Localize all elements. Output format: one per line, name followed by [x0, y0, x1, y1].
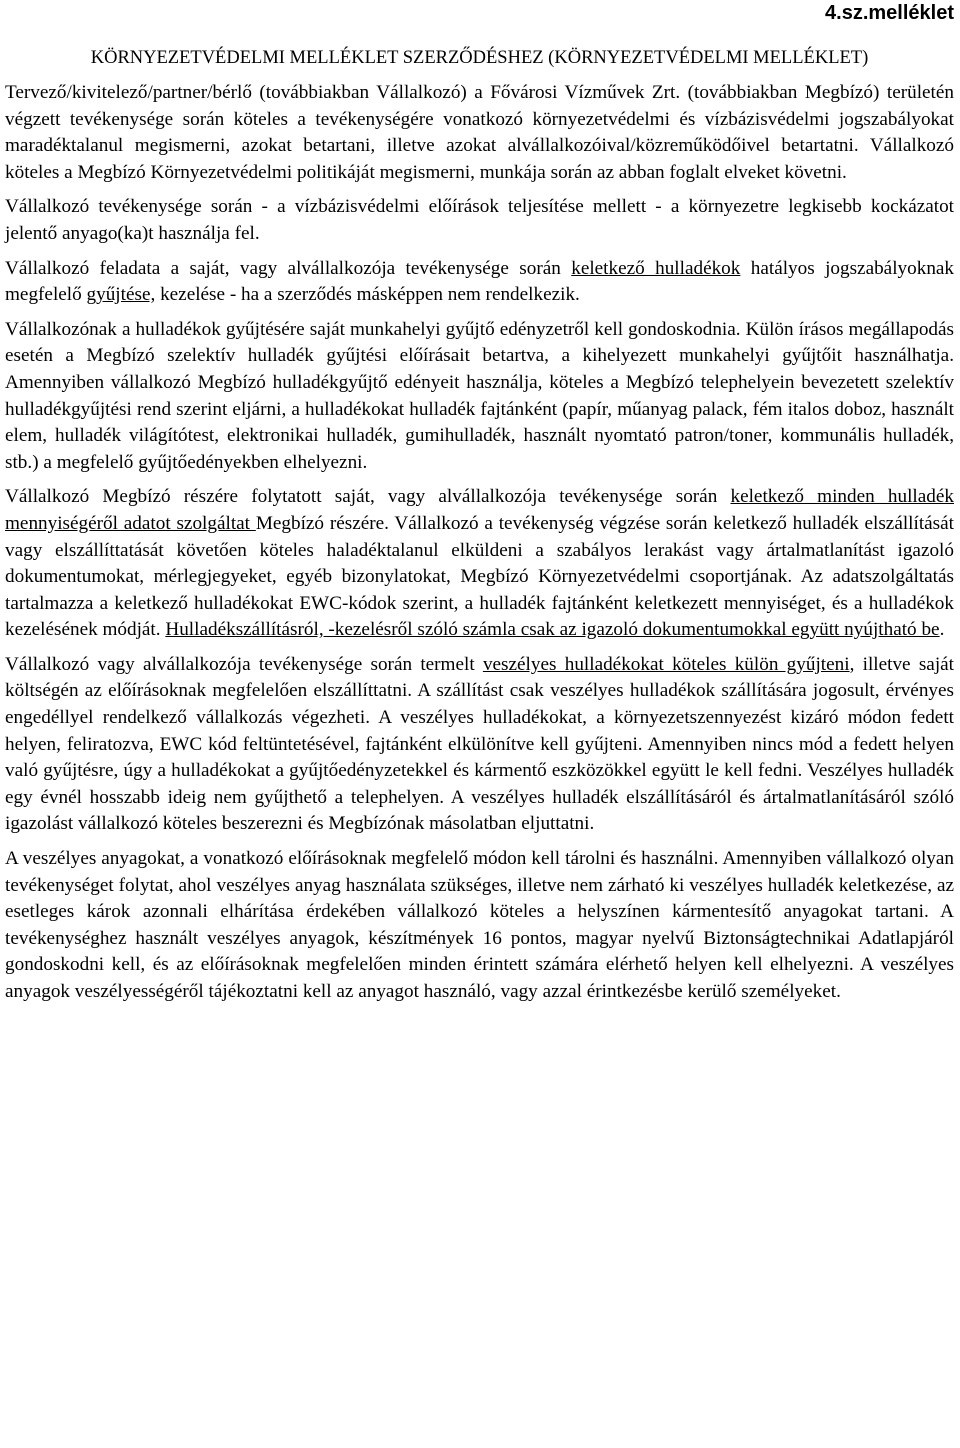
underlined-text: Hulladékszállításról, -kezelésről szóló számla csak az igazoló dokumentumokkal együtt nyújtható be [165, 619, 940, 641]
paragraph-text: Vállalkozó Megbízó részére folytatott saját, vagy alvállalkozója tevékenysége során [5, 486, 731, 508]
paragraph-text: Vállalkozó feladata a saját, vagy alvállalkozója tevékenysége során [5, 257, 572, 279]
paragraph-text: Tervező/kivitelező/partner/bérlő (továbbiakban Vállalkozó) a Fővárosi Vízművek Zrt. (továbbiakban Megbízó) területén végzett tevékenysége során köteles a tevékenységére vonatkozó környezetvédelmi és vízbázisvédelmi jogszabályokat maradéktalanul megismerni, azokat betartani, illetve azokat alvállalkozóival/közreműködőivel betartatni. Vállalkozó köteles a Megbízó Környezetvédelmi politikáját megismerni, munkája során az abban foglalt elveket követni. [5, 82, 954, 183]
paragraph-2 [5, 194, 954, 247]
underlined-text: keletkező minden hulladék mennyiségéről adatot szolgáltat [5, 486, 954, 534]
paragraph-text: kezelése - ha a szerződés másképpen nem rendelkezik. [155, 284, 580, 306]
paragraph-text: hatályos jogszabályoknak megfelelő [5, 257, 955, 306]
document-heading: KÖRNYEZETVÉDELMI MELLÉKLET SZERZŐDÉSHEZ (KÖRNYEZETVÉDELMI MELLÉKLET) [90, 48, 869, 68]
underlined-text: gyűjtése, [86, 284, 156, 306]
paragraph-text: Vállalkozó vagy alvállalkozója tevékenysége során termelt [5, 653, 483, 675]
paragraph-text: Vállalkozónak a hulladékok gyűjtésére saját munkahelyi gyűjtő edényzetről kell gondoskodnia. Külön írásos megállapodás esetén a Megbízó szelektív hulladék gyűjtési előírásait betartva, a kihelyezett munkahelyi gyűjtőit használhatja. Amennyiben vállalkozó Megbízó hulladékgyűjtő edényeit használja, köteles a Megbízó telephelyein bevezetett szelektív hulladékgyűjtési rend szerint eljárni, a hulladékokat hulladék fajtánként (papír, műanyag palack, fém italos doboz, használt elem, hulladék világítótest, elektronikai hulladék, gumihulladék, használt nyomtató patron/toner, kommunális hulladék, stb.) a megfelelő gyűjtőedényekben elhelyezni. [5, 318, 954, 473]
paragraph-1 [5, 80, 954, 186]
paragraph-text: A veszélyes anyagokat, a vonatkozó előírásoknak megfelelő módon kell tárolni és használni. Amennyiben vállalkozó olyan tevékenységet folytat, ahol veszélyes anyag használata szükséges, illetve nem zárható ki veszélyes hulladék keletkezése, az esetleges károk azonnali elhárítása érdekében vállalkozó köteles a helyszínen kármentesítő anyagokat tartani. A tevékenységhez használt veszélyes anyagok, készítmények 16 pontos, magyar nyelvű Biztonságtechnikai Adatlapjáról gondoskodni kell, és az előírásoknak megfelelően minden érintett számára elérhető helyen kell elhelyezni. A veszélyes anyagok veszélyességéről tájékoztatni kell az anyagot használó, vagy azzal érintkezésbe kerülő személyeket. [5, 848, 954, 1002]
paragraph-text: . [939, 619, 945, 641]
document-body [5, 80, 954, 1006]
paragraph-text: Megbízó részére. Vállalkozó a tevékenység végzése során keletkező hulladék elszállítását vagy elszállíttatását követően köteles haladéktalanul elküldeni a szabályos lerakást vagy ártalmatlanítást igazoló dokumentumokat, mérlegjegyeket, egyéb bizonylatokat, Megbízó Környezetvédelmi csoportjának. Az adatszolgáltatás tartalmazza a keletkező hulladékokat EWC-kódok szerint, a hulladék fajtánként keletkezett mennyiséget, és a hulladékok kezelésének módját. [5, 512, 954, 641]
annex-label: 4.sz.melléklet [825, 2, 954, 24]
paragraph-text: , illetve saját költségén az előírásoknak megfelelően elszállíttatni. A szállítást csak veszélyes hulladékok szállítására jogosult, érvényes engedéllyel rendelkező vállalkozás végezheti. A veszélyes hulladékokat, a környezetszennyezést kizáró módon fedett helyen, feliratozva, EWC kód feltüntetésével, fajtánként elkülönítve kell gyűjteni. Amennyiben nincs mód a fedett helyen való gyűjtésre, úgy a hulladékokat a gyűjtőedényzetekkel és kármentő eszközökkel együtt le kell fedni. Veszélyes hulladék egy évnél hosszabb ideig nem gyűjthető a telephelyen. A veszélyes hulladék elszállításáról és ártalmatlanításáról szóló igazolást vállalkozó köteles beszerezni és Megbízónak másolatban eljuttatni. [5, 653, 954, 835]
paragraph-7 [5, 846, 954, 1006]
paragraph-3 [5, 256, 954, 309]
paragraph-text: Vállalkozó tevékenysége során - a vízbázisvédelmi előírások teljesítése mellett - a környezetre legkisebb kockázatot jelentő anyago(ka)t használja fel. [5, 196, 954, 244]
paragraph-5 [5, 484, 954, 644]
underlined-text: keletkező hulladékok [571, 257, 741, 279]
paragraph-4 [5, 317, 954, 477]
paragraph-6 [5, 652, 954, 838]
underlined-text: veszélyes hulladékokat köteles külön gyűjteni [482, 653, 850, 675]
